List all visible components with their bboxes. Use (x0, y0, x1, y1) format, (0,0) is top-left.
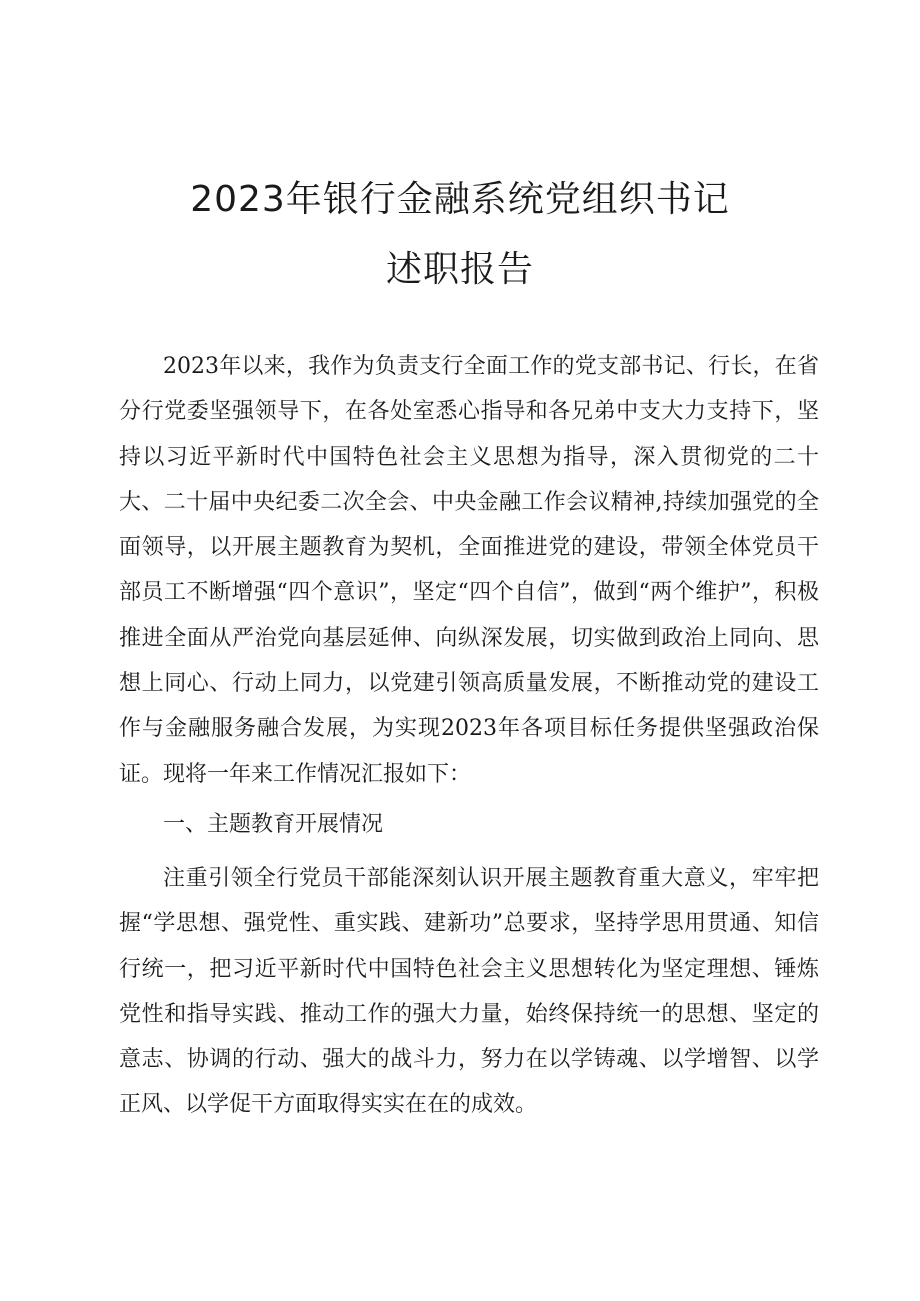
body-paragraph-section-1: 注重引领全行党员干部能深刻认识开展主题教育重大意义，牢牢把握“学思想、强党性、重实践、建新功”总要求，坚持学思用贯通、知信行统一，把习近平新时代中国特色社会主义思想转化为坚定理想、锤炼党性和指导实践、推动工作的强大力量，始终保持统一的思想、坚定的意志、协调的行动、强大的战斗力，努力在以学铸魂、以学增智、以学正风、以学促干方面取得实实在在的成效。 (119, 866, 819, 1118)
document-title-line-2: 述职报告 (385, 249, 534, 290)
document-title-line-1: 2023年银行金融系统党组织书记 (190, 179, 730, 220)
body-paragraph-intro: 2023年以来，我作为负责支行全面工作的党支部书记、行长，在省分行党委坚强领导下，在各处室悉心指导和各兄弟中支大力支持下，坚持以习近平新时代中国特色社会主义思想为指导，深入贯彻党的二十大、二十届中央纪委二次全会、中央金融工作会议精神,持续加强党的全面领导，以开展主题教育为契机，全面推进党的建设，带领全体党员干部员工不断增强“四个意识”，坚定“四个自信”，做到“两个维护”，积极推进全面从严治党向基层延伸、向纵深发展，切实做到政治上同向、思想上同心、行动上同力，以党建引领高质量发展，不断推动党的建设工作与金融服务融合发展，为实现2023年各项目标任务提供坚强政治保证。现将一年来工作情况汇报如下： (119, 354, 819, 787)
section-heading-1: 一、主题教育开展情况 (163, 812, 384, 837)
